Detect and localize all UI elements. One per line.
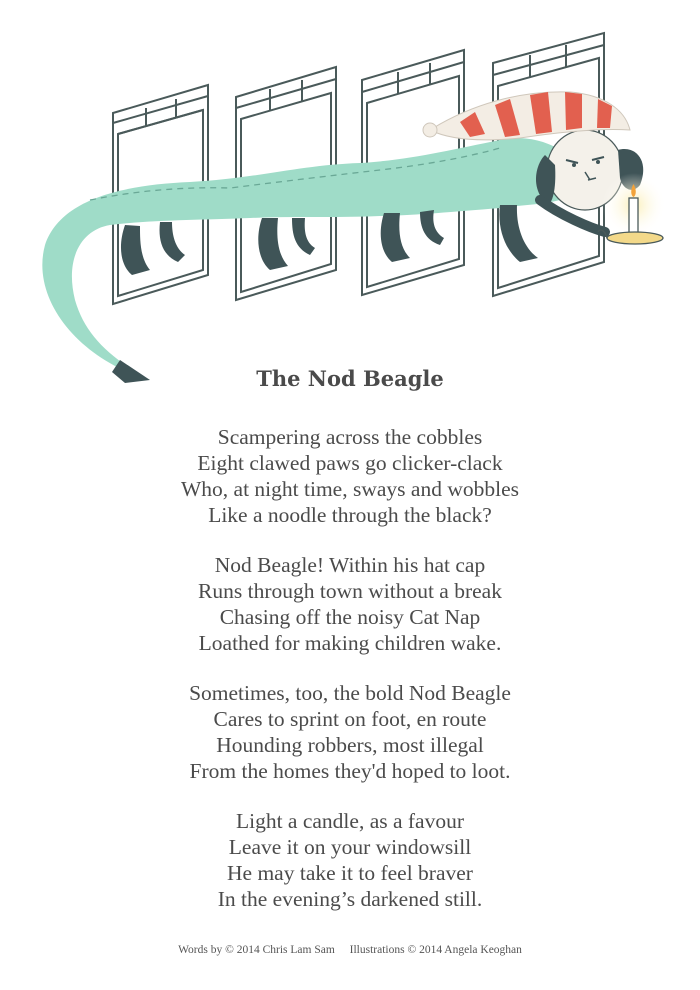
poem-line: Runs through town without a break bbox=[198, 579, 502, 603]
nod-beagle-illustration bbox=[0, 0, 700, 400]
poem-body bbox=[0, 424, 700, 936]
poem-line: Chasing off the noisy Cat Nap bbox=[219, 605, 481, 629]
poem-line: In the evening’s darkened still. bbox=[217, 887, 483, 911]
poem-line: Hounding robbers, most illegal bbox=[216, 733, 484, 757]
poem-line: Leave it on your windowsill bbox=[228, 835, 472, 859]
poem-line: From the homes they'd hoped to loot. bbox=[189, 759, 511, 783]
poem-line: Scampering across the cobbles bbox=[217, 425, 483, 449]
stanza-2 bbox=[0, 552, 700, 656]
poem-title: The Nod Beagle bbox=[256, 366, 444, 391]
poem-line: Nod Beagle! Within his hat cap bbox=[214, 553, 486, 577]
credits bbox=[0, 944, 700, 956]
stanza-1 bbox=[0, 424, 700, 528]
poem-line: He may take it to feel braver bbox=[227, 861, 473, 885]
poem-line: Who, at night time, sways and wobbles bbox=[181, 477, 519, 501]
poem-line: Light a candle, as a favour bbox=[235, 809, 465, 833]
dog-body bbox=[42, 138, 560, 383]
stanza-4 bbox=[0, 808, 700, 912]
stanza-3 bbox=[0, 680, 700, 784]
poem-line: Like a noodle through the black? bbox=[208, 503, 492, 527]
poem-line: Sometimes, too, the bold Nod Beagle bbox=[189, 681, 511, 705]
words-credit: Words by © 2014 Chris Lam Sam bbox=[178, 944, 335, 956]
poem-line: Cares to sprint on foot, en route bbox=[213, 707, 487, 731]
poem-line: Eight clawed paws go clicker-clack bbox=[197, 451, 503, 475]
poem-line: Loathed for making children wake. bbox=[198, 631, 502, 655]
illustrations-credit: Illustrations © 2014 Angela Keoghan bbox=[349, 944, 522, 956]
